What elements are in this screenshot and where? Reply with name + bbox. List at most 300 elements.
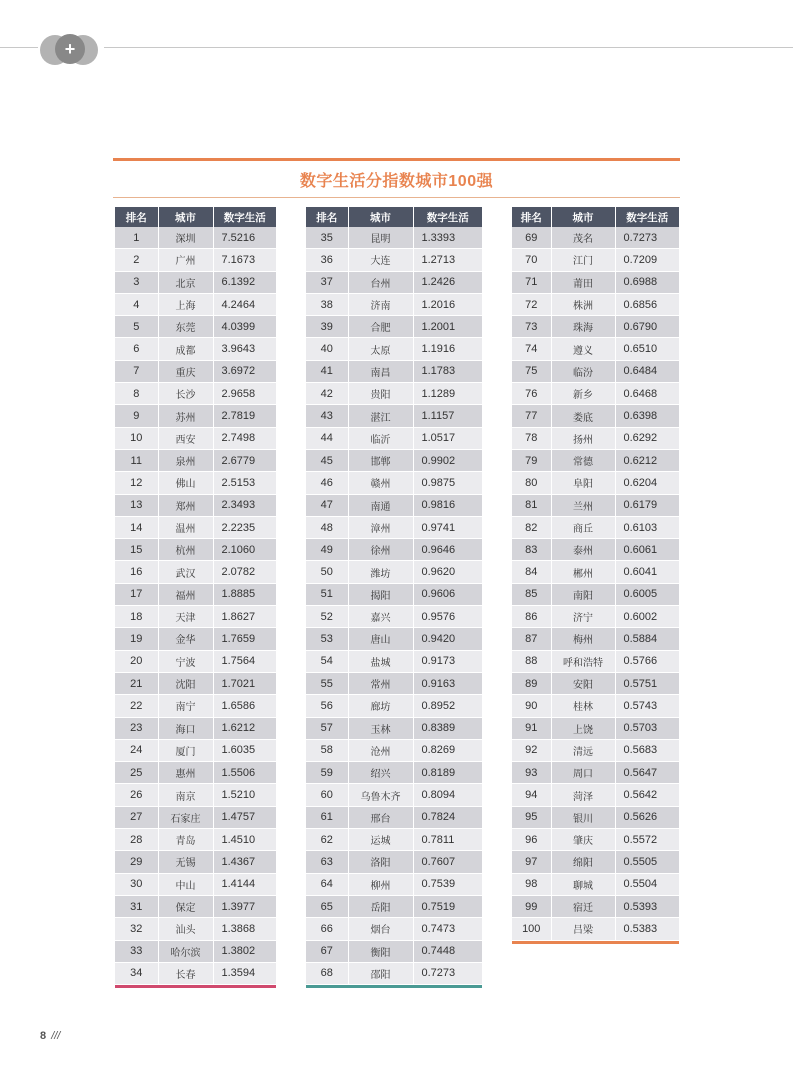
cell-rank: 17 [115,583,158,605]
table-row [512,672,679,694]
cell-rank: 95 [512,806,551,828]
cell-rank: 6 [115,338,158,360]
cell-rank: 69 [512,227,551,249]
cell-rank: 66 [306,918,348,940]
cell-rank: 54 [306,650,348,672]
cell-city: 徐州 [348,539,413,561]
cell-rank: 30 [115,873,158,895]
cell-city: 海口 [158,717,213,739]
table-row [115,472,276,494]
table-row [512,895,679,917]
table-row [512,851,679,873]
table-row [115,829,276,851]
table-row [115,249,276,271]
table-row [306,271,482,293]
cell-value: 0.9646 [413,539,482,561]
cell-value: 1.1783 [413,360,482,382]
cell-city: 肇庆 [551,829,615,851]
table-row [512,405,679,427]
cell-rank: 23 [115,717,158,739]
column-header-city: 城市 [348,207,413,227]
table-row [512,271,679,293]
cell-value: 1.8885 [213,583,276,605]
cell-value: 0.7811 [413,829,482,851]
cell-rank: 24 [115,739,158,761]
cell-value: 2.7498 [213,427,276,449]
table-row [306,672,482,694]
cell-city: 南京 [158,784,213,806]
cell-rank: 68 [306,962,348,984]
table-row [306,851,482,873]
cell-city: 泉州 [158,449,213,471]
cell-value: 0.9576 [413,606,482,628]
cell-city: 株洲 [551,293,615,315]
cell-value: 0.7473 [413,918,482,940]
cell-value: 0.6988 [615,271,679,293]
cell-city: 重庆 [158,360,213,382]
table-row [306,940,482,962]
cell-city: 临汾 [551,360,615,382]
cell-value: 0.7209 [615,249,679,271]
cell-value: 1.7659 [213,628,276,650]
cell-city: 济宁 [551,606,615,628]
table-row [115,762,276,784]
cell-city: 沧州 [348,739,413,761]
cell-city: 昆明 [348,227,413,249]
cell-rank: 64 [306,873,348,895]
cell-rank: 32 [115,918,158,940]
table-row [512,784,679,806]
cell-city: 哈尔滨 [158,940,213,962]
cell-rank: 52 [306,606,348,628]
cell-rank: 19 [115,628,158,650]
cell-value: 0.6002 [615,606,679,628]
cell-city: 宿迁 [551,895,615,917]
cell-rank: 53 [306,628,348,650]
table-row [115,561,276,583]
cell-city: 乌鲁木齐 [348,784,413,806]
cell-value: 1.3393 [413,227,482,249]
cell-value: 2.3493 [213,494,276,516]
cell-rank: 10 [115,427,158,449]
cell-city: 济南 [348,293,413,315]
table-row [115,606,276,628]
table-row [115,383,276,405]
cell-value: 0.5683 [615,739,679,761]
cell-city: 天津 [158,606,213,628]
cell-value: 0.9741 [413,516,482,538]
cell-rank: 86 [512,606,551,628]
cell-rank: 25 [115,762,158,784]
cell-value: 0.8094 [413,784,482,806]
cell-value: 0.7448 [413,940,482,962]
cell-rank: 35 [306,227,348,249]
cell-rank: 72 [512,293,551,315]
cell-rank: 41 [306,360,348,382]
cell-city: 莆田 [551,271,615,293]
table-row [512,427,679,449]
cell-value: 1.2713 [413,249,482,271]
cell-value: 2.6779 [213,449,276,471]
cell-city: 福州 [158,583,213,605]
table-row [115,672,276,694]
cell-value: 0.9875 [413,472,482,494]
cell-value: 1.1289 [413,383,482,405]
table-row [115,628,276,650]
cell-value: 2.1060 [213,539,276,561]
cell-city: 商丘 [551,516,615,538]
cell-city: 惠州 [158,762,213,784]
cell-value: 0.6061 [615,539,679,561]
column-header-value: 数字生活 [413,207,482,227]
cell-value: 1.4144 [213,873,276,895]
cell-rank: 47 [306,494,348,516]
cell-city: 揭阳 [348,583,413,605]
cell-city: 柳州 [348,873,413,895]
cell-city: 吕梁 [551,918,615,940]
cell-rank: 61 [306,806,348,828]
table-row [306,962,482,984]
cell-city: 广州 [158,249,213,271]
table-row [306,717,482,739]
cell-value: 0.6510 [615,338,679,360]
cell-rank: 49 [306,539,348,561]
cell-rank: 39 [306,316,348,338]
cell-rank: 48 [306,516,348,538]
cell-rank: 79 [512,449,551,471]
column-header-rank: 排名 [115,207,158,227]
cell-city: 清远 [551,739,615,761]
cell-value: 3.9643 [213,338,276,360]
cell-rank: 22 [115,695,158,717]
cell-value: 1.5506 [213,762,276,784]
table-row [512,762,679,784]
table-row [512,650,679,672]
cell-city: 兰州 [551,494,615,516]
cell-city: 湛江 [348,405,413,427]
table-row [512,695,679,717]
table-row [115,895,276,917]
cell-city: 上饶 [551,717,615,739]
cell-value: 1.3868 [213,918,276,940]
table-row [306,918,482,940]
table-row [512,494,679,516]
cell-city: 汕头 [158,918,213,940]
table-row [512,316,679,338]
table-row [512,561,679,583]
cell-rank: 57 [306,717,348,739]
cell-city: 北京 [158,271,213,293]
cell-rank: 8 [115,383,158,405]
cell-city: 梅州 [551,628,615,650]
table-row [306,739,482,761]
cell-city: 青岛 [158,829,213,851]
table-row [306,762,482,784]
table-row [115,494,276,516]
column-header-city: 城市 [551,207,615,227]
table-row [512,873,679,895]
cell-rank: 55 [306,672,348,694]
table-row [512,918,679,940]
cell-value: 1.7021 [213,672,276,694]
table-row [115,873,276,895]
cell-value: 0.6292 [615,427,679,449]
cell-rank: 97 [512,851,551,873]
cell-city: 上海 [158,293,213,315]
cell-city: 漳州 [348,516,413,538]
cell-rank: 99 [512,895,551,917]
cell-city: 宁波 [158,650,213,672]
cell-rank: 62 [306,829,348,851]
table-row [306,583,482,605]
cell-rank: 88 [512,650,551,672]
cell-value: 1.2001 [413,316,482,338]
ranking-table-1 [115,207,276,985]
cell-rank: 26 [115,784,158,806]
page-title: 数字生活分指数城市100强 [299,173,494,190]
cell-value: 0.9163 [413,672,482,694]
cell-value: 7.5216 [213,227,276,249]
cell-value: 0.5751 [615,672,679,694]
cell-city: 周口 [551,762,615,784]
cell-rank: 96 [512,829,551,851]
cell-value: 0.8189 [413,762,482,784]
cell-value: 0.5766 [615,650,679,672]
cell-city: 南昌 [348,360,413,382]
cell-value: 0.6204 [615,472,679,494]
cell-city: 中山 [158,873,213,895]
cell-rank: 65 [306,895,348,917]
cell-value: 0.7539 [413,873,482,895]
cell-value: 1.2426 [413,271,482,293]
cell-value: 0.9816 [413,494,482,516]
cell-city: 常德 [551,449,615,471]
cell-value: 0.5626 [615,806,679,828]
cell-rank: 92 [512,739,551,761]
cell-rank: 38 [306,293,348,315]
cell-rank: 89 [512,672,551,694]
cell-city: 聊城 [551,873,615,895]
cell-city: 南通 [348,494,413,516]
cell-value: 1.1157 [413,405,482,427]
cell-rank: 73 [512,316,551,338]
cell-value: 2.2235 [213,516,276,538]
cell-rank: 100 [512,918,551,940]
cell-value: 4.2464 [213,293,276,315]
table-row [306,695,482,717]
cell-city: 郑州 [158,494,213,516]
cell-city: 运城 [348,829,413,851]
column-header-city: 城市 [158,207,213,227]
cell-value: 1.6586 [213,695,276,717]
table-row [115,583,276,605]
table-row [512,539,679,561]
cell-city: 贵阳 [348,383,413,405]
table-row [306,427,482,449]
table-row [512,516,679,538]
cell-rank: 21 [115,672,158,694]
cell-rank: 74 [512,338,551,360]
cell-value: 1.0517 [413,427,482,449]
cell-value: 3.6972 [213,360,276,382]
cell-city: 常州 [348,672,413,694]
cell-rank: 70 [512,249,551,271]
cell-city: 呼和浩特 [551,650,615,672]
table-row [306,606,482,628]
table-row [115,539,276,561]
table-3-bottom-rule [512,941,679,944]
cell-value: 0.7607 [413,851,482,873]
cell-rank: 42 [306,383,348,405]
table-row [306,449,482,471]
table-row [306,494,482,516]
table-row [512,717,679,739]
cell-city: 泰州 [551,539,615,561]
cell-value: 0.7824 [413,806,482,828]
table-row [306,561,482,583]
cell-value: 0.6103 [615,516,679,538]
cell-rank: 31 [115,895,158,917]
cell-city: 温州 [158,516,213,538]
table-row [115,806,276,828]
cell-city: 无锡 [158,851,213,873]
column-header-value: 数字生活 [213,207,276,227]
cell-rank: 84 [512,561,551,583]
cell-value: 1.8627 [213,606,276,628]
cell-city: 廊坊 [348,695,413,717]
table-row [306,539,482,561]
cell-city: 金华 [158,628,213,650]
cell-city: 唐山 [348,628,413,650]
cell-value: 0.8952 [413,695,482,717]
table-row [512,227,679,249]
cell-value: 0.5505 [615,851,679,873]
table-row [115,360,276,382]
cell-city: 台州 [348,271,413,293]
cell-rank: 85 [512,583,551,605]
cell-rank: 75 [512,360,551,382]
cell-value: 1.4757 [213,806,276,828]
cell-city: 玉林 [348,717,413,739]
table-row [512,583,679,605]
cell-rank: 29 [115,851,158,873]
table-row [115,427,276,449]
cell-city: 银川 [551,806,615,828]
column-header-rank: 排名 [306,207,348,227]
cell-rank: 15 [115,539,158,561]
cell-rank: 76 [512,383,551,405]
cell-value: 0.5884 [615,628,679,650]
page-number-marks: /// [51,1030,61,1042]
cell-value: 0.9620 [413,561,482,583]
cell-rank: 83 [512,539,551,561]
table-row [115,293,276,315]
cell-city: 沈阳 [158,672,213,694]
cell-value: 0.6790 [615,316,679,338]
cell-rank: 93 [512,762,551,784]
cell-rank: 91 [512,717,551,739]
cell-rank: 4 [115,293,158,315]
cell-city: 茂名 [551,227,615,249]
cell-city: 赣州 [348,472,413,494]
cell-value: 1.7564 [213,650,276,672]
cell-rank: 60 [306,784,348,806]
table-row [306,293,482,315]
cell-rank: 28 [115,829,158,851]
cell-value: 6.1392 [213,271,276,293]
cell-rank: 7 [115,360,158,382]
table-row [115,717,276,739]
cell-value: 1.3594 [213,962,276,984]
cell-rank: 37 [306,271,348,293]
table-row [306,806,482,828]
cell-value: 0.8269 [413,739,482,761]
table-row [512,449,679,471]
table-row [512,383,679,405]
table-row [306,829,482,851]
cell-rank: 50 [306,561,348,583]
cell-rank: 14 [115,516,158,538]
cell-rank: 44 [306,427,348,449]
cell-city: 石家庄 [158,806,213,828]
table-row [512,628,679,650]
table-2-bottom-rule [306,985,482,988]
cell-value: 1.3977 [213,895,276,917]
page-number-value: 8 [40,1030,47,1042]
cell-city: 烟台 [348,918,413,940]
table-row [512,606,679,628]
cell-value: 2.9658 [213,383,276,405]
cell-city: 娄底 [551,405,615,427]
cell-city: 桂林 [551,695,615,717]
cell-value: 0.7273 [413,962,482,984]
cell-city: 衡阳 [348,940,413,962]
plus-icon: + [55,34,85,64]
cell-value: 2.5153 [213,472,276,494]
table-row [306,249,482,271]
cell-city: 厦门 [158,739,213,761]
cell-city: 遵义 [551,338,615,360]
cell-city: 西安 [158,427,213,449]
cell-rank: 16 [115,561,158,583]
table-row [115,516,276,538]
cell-value: 0.6468 [615,383,679,405]
cell-value: 0.9420 [413,628,482,650]
cell-city: 绵阳 [551,851,615,873]
cell-value: 0.9173 [413,650,482,672]
cell-value: 0.6484 [615,360,679,382]
cell-city: 菏泽 [551,784,615,806]
cell-rank: 45 [306,449,348,471]
table-row [115,271,276,293]
table-row [306,873,482,895]
table-row [306,628,482,650]
cell-rank: 11 [115,449,158,471]
cell-rank: 67 [306,940,348,962]
cell-city: 安阳 [551,672,615,694]
table-row [115,940,276,962]
cell-value: 0.6005 [615,583,679,605]
table-row [306,383,482,405]
table-row [512,360,679,382]
cell-value: 1.5210 [213,784,276,806]
cell-city: 杭州 [158,539,213,561]
table-row [306,516,482,538]
cell-rank: 77 [512,405,551,427]
cell-city: 南阳 [551,583,615,605]
cell-rank: 36 [306,249,348,271]
column-header-rank: 排名 [512,207,551,227]
